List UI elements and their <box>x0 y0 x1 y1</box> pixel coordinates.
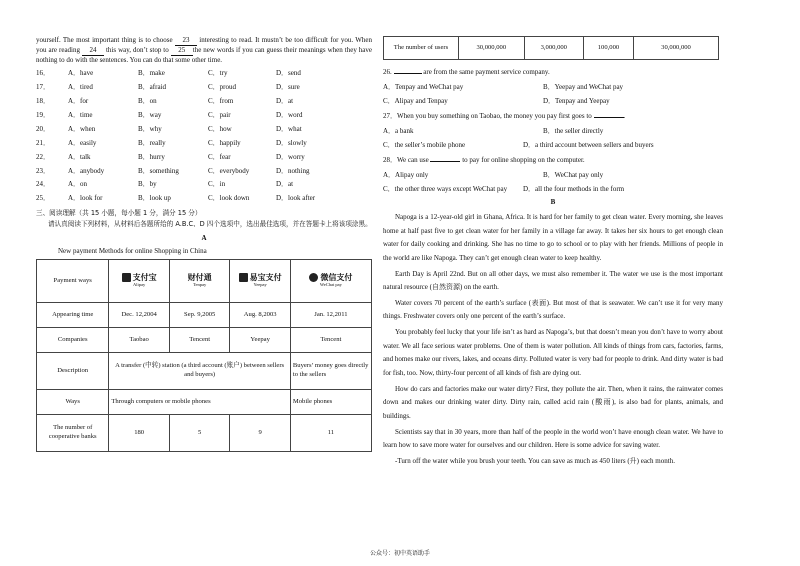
passage-b-para: -Turn off the water while you brush your teeth. You can save as much as 450 liters (升) each month. <box>395 456 675 465</box>
passage-a-label: A <box>201 234 207 243</box>
table-row: Payment ways 支付宝 Alipay 财付通 Tenpay 易宝支付 Yeepay 微信支付 WeChat pay <box>37 259 372 302</box>
page-footer: 公众号：初中英语助手 <box>369 550 430 557</box>
passage-b-para: Napoga is a 12-year-old girl in Ghana, Africa. It is hard for her family to get clean water. Every morning, she leaves home at half past five to get clean water for her family in a village far away. It takes her six hours to get enough clean water for daily cooking and drinking. She has no time to go to school or to play with her friends. Millions of people in the world are like Napoga. They can’t get enough clean water to keep healthy. <box>383 213 723 262</box>
payment-table <box>36 259 372 452</box>
question-row: 18． A．for B．on C．from D．at <box>36 97 294 106</box>
alipay-logo: 支付宝 Alipay <box>111 273 167 288</box>
question-row: 22． A．talk B．hurry C．fear D．worry <box>36 152 305 161</box>
yeepay-logo: 易宝支付 Yeepay <box>232 273 287 288</box>
question-row: 16． A．have B．make C．try D．send <box>36 69 301 78</box>
passage-b-para: Scientists say that in 30 years, more than half of the people in the world won’t have enough clean water. We have to learn how to save more water for ourselves and our children. Here is some advice for saving water. <box>383 427 723 450</box>
question-27: 27．When you buy something on Taobao, the money you pay first goes to . <box>383 111 626 120</box>
passage-b-para: You probably feel lucky that your life isn’t as hard as Napoga’s, but that doesn’t mean you don’t have to worry about water. We all face serious water problems. One of them is water pollution. All kinds of things from cars, factories, farms, and homes make our rivers, lakes, and oceans dirty. Polluted water is very bad for people to drink. And dirty water is bad for fish, too. Now, thirty-four percent of all kinds of fish are dying out. <box>383 328 723 378</box>
question-row: 25． A．look for B．look up C．look down D．look after <box>36 194 316 203</box>
section-heading: 三、阅读理解（共 15 小题，每小题 1 分，满分 15 分） <box>36 208 202 217</box>
passage-b-para: Earth Day is April 22nd. But on all other days, we must also remember it. The water we use is the most important natural resource (自然资源) on the earth. <box>383 269 723 292</box>
passage-continuation: yourself. The most important thing is to choose 23 interesting to read. It mustn’t be too difficult for you. When you are reading 24 this way, don’t stop to 25 the new words if you can guess their meanings when they have nothing to do with the sentences. You can do that some other time. <box>36 36 373 64</box>
blank-24: 24 <box>82 46 104 56</box>
section-instructions: 请认真阅读下列材料，从材料后各题所给的 A.B.C、D 四个选项中，选出最佳选项，并在答题卡上将该项涂黑。 <box>48 219 372 228</box>
blank-23: 23 <box>175 36 197 46</box>
tenpay-logo: 财付通 Tenpay <box>187 272 212 287</box>
left-column <box>36 36 372 452</box>
question-row: 19． A．time B．way C．pair D．word <box>36 110 303 119</box>
users-table <box>383 36 719 60</box>
wechat-pay-logo: 微信支付 WeChat pay <box>293 273 369 288</box>
question-26: 26. are from the same payment service company. <box>383 68 550 76</box>
table-title: New payment Methods for online Shopping in China <box>58 246 207 255</box>
table-row: Companies Taobao Tencent Yeepay Tencent <box>37 327 372 352</box>
passage-b-para: Water covers 70 percent of the earth’s surface (表面). But most of that is seawater. We can’t use it for very many things. Freshwater covers only one percent of the earth’s surface. <box>383 298 723 321</box>
question-28: 28．We can use to pay for online shopping on the computer. <box>383 155 585 164</box>
question-row: 21． A．easily B．really C．happily D．slowly <box>36 138 307 147</box>
passage-b-label: B <box>550 198 556 207</box>
right-column: The number of users 30,000,000 3,000,000 100,000 30,000,000 26. are from the same payment service company. A．Tenpay and WeChat pay B．Yeepay and WeChat pay C．Alipay and Tenpay D．Tenpay and Yeepay 27．When you buy something on Taobao, the money you pay first goes to . A．a bank B．the seller directly C．the seller’s mobile phone D．a third account between sellers and buyers 28．We can use to pay for online shopping on the computer. A．Alipay only B．WeChat pay only C．the other three ways except WeChat pay D．all the four methods in the form B Napoga is a 12-year-old girl in Ghana, Africa. It is hard for her family to get clean water. Every morning, she leaves home at half past five to get clean water for her family in a village far away. It takes her six hours to get enough clean water for daily cooking and drinking. She has no time to go to school or to play with her friends. Millions of people in the world are like Napoga. They can’t get enough clean water to keep healthy. Earth Day is April 22nd. But on all other days, we must also remember it. The water we use is the most important natural resource (自然资源) on the earth. Water covers 70 percent of the earth’s surface (表面). But most of that is seawater. We can’t use it for very many things. Freshwater covers only one percent of the earth’s surface. You probably feel lucky that your life isn’t as hard as Napoga’s, but that doesn’t mean you don’t have to worry about water. We all face serious water problems. One of them is water pollution. All kinds of things from cars, factories, farms, and homes make our rivers, lakes, and oceans dirty. Polluted water is very bad for people to drink. And dirty water is bad for fish, too. Now, thirty-four percent of all kinds of fish are dying out. How do cars and factories make our water dirty? First, they pollute the air. Then, when it rains, the rainwater comes down and makes our drinking water dirty. Dirty rain, called acid rain (酸雨), is also bad for plants, animals, and buildings. Scientists say that in 30 years, more than half of the people in the world won’t have enough clean water. We have to learn how to save more water for ourselves and our children. Here is some advice for saving water. -Turn off the water while you brush your teeth. You can save as much as 450 liters (升) each month. <box>383 36 723 471</box>
question-row: 20． A．when B．why C．how D．what <box>36 124 302 133</box>
table-row: Ways Through computers or mobile phones Mobile phones <box>37 389 372 414</box>
question-row: 23． A．anybody B．something C．everybody D．nothing <box>36 166 310 175</box>
table-row: The number of users 30,000,000 3,000,000 100,000 30,000,000 <box>384 37 719 60</box>
table-row: Description A transfer (中转) station (a third account (账户) between sellers and buyers) Buyers’ money goes directly to the sellers <box>37 352 372 389</box>
passage-b-para: How do cars and factories make our water dirty? First, they pollute the air. Then, when it rains, the rainwater comes down and makes our drinking water dirty. Dirty rain, called acid rain (酸雨), is also bad for plants, animals, and buildings. <box>383 384 723 420</box>
question-list <box>36 67 372 206</box>
blank-25: 25 <box>171 46 193 56</box>
question-row: 17． A．tired B．afraid C．proud D．sure <box>36 83 300 92</box>
question-row: 24． A．on B．by C．in D．at <box>36 180 294 189</box>
table-row: The number of cooperative banks 180 5 9 11 <box>37 414 372 451</box>
table-row: Appearing time Dec. 12,2004 Sep. 9,2005 Aug. 8,2003 Jan. 12,2011 <box>37 302 372 327</box>
